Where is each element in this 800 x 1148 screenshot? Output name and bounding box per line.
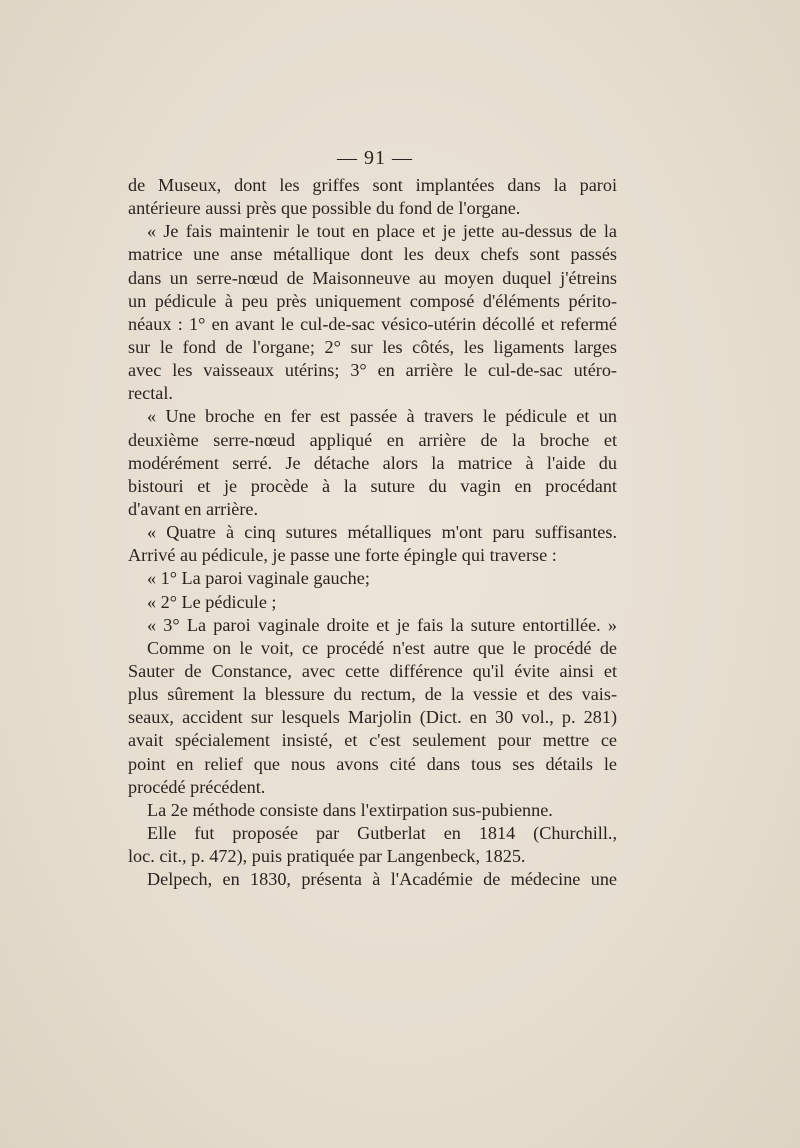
text-line: antérieure aussi près que possible du fond de l'organe. [128,198,521,219]
text-line: Arrivé au pédicule, je passe une forte épingle qui traverse : [128,545,557,566]
text-line: deuxième serre-nœud appliqué en arrière de la broche et [128,429,617,450]
text-line: sur le fond de l'organe; 2° sur les côtés, les ligaments larges [128,336,617,357]
text-line: loc. cit., p. 472), puis pratiquée par Langenbeck, 1825. [128,846,526,867]
text-line: seaux, accident sur lesquels Marjolin (Dict. en 30 vol., p. 281) [128,707,617,728]
text-line: néaux : 1° en avant le cul-de-sac vésico-utérin décollé et refermé [128,313,617,334]
text-line: avec les vaisseaux utérins; 3° en arrière le cul-de-sac utéro- [128,360,617,381]
text-line: Sauter de Constance, avec cette différence qu'il évite ainsi et [128,660,617,681]
text-line: point en relief que nous avons cité dans tous ses détails le [128,753,617,774]
body-text [128,174,617,891]
text-line: « Une broche en fer est passée à travers le pédicule et un [147,406,617,427]
text-line: « 3° La paroi vaginale droite et je fais la suture entortillée. » [147,614,617,635]
page-number: — 91 — [337,147,413,169]
text-line: matrice une anse métallique dont les deux chefs sont passés [128,244,617,265]
text-line: un pédicule à peu près uniquement composé d'éléments périto- [128,290,617,311]
text-line: avait spécialement insisté, et c'est seulement pour mettre ce [128,730,617,751]
text-line: modérément serré. Je détache alors la matrice à l'aide du [128,452,617,473]
text-line: La 2e méthode consiste dans l'extirpation sus-pubienne. [147,799,553,820]
text-line: Comme on le voit, ce procédé n'est autre que le procédé de [147,637,617,658]
text-line: rectal. [128,383,173,404]
text-line: Delpech, en 1830, présenta à l'Académie de médecine une [147,869,617,890]
text-line: dans un serre-nœud de Maisonneuve au moyen duquel j'étreins [128,267,617,288]
text-line: de Museux, dont les griffes sont implantées dans la paroi [128,175,617,195]
text-line: « Je fais maintenir le tout en place et je jette au-dessus de la [147,221,617,242]
text-line: d'avant en arrière. [128,498,259,519]
text-line: « 2° Le pédicule ; [147,591,277,612]
text-line: bistouri et je procède à la suture du vagin en procédant [128,475,617,496]
text-line: procédé précédent. [128,776,266,797]
text-line: Elle fut proposée par Gutberlat en 1814 (Churchill., [147,822,617,843]
text-line: plus sûrement la blessure du rectum, de la vessie et des vais- [128,684,617,705]
text-line: « 1° La paroi vaginale gauche; [147,568,370,589]
text-line: « Quatre à cinq sutures métalliques m'ont paru suffisantes. [147,522,617,543]
